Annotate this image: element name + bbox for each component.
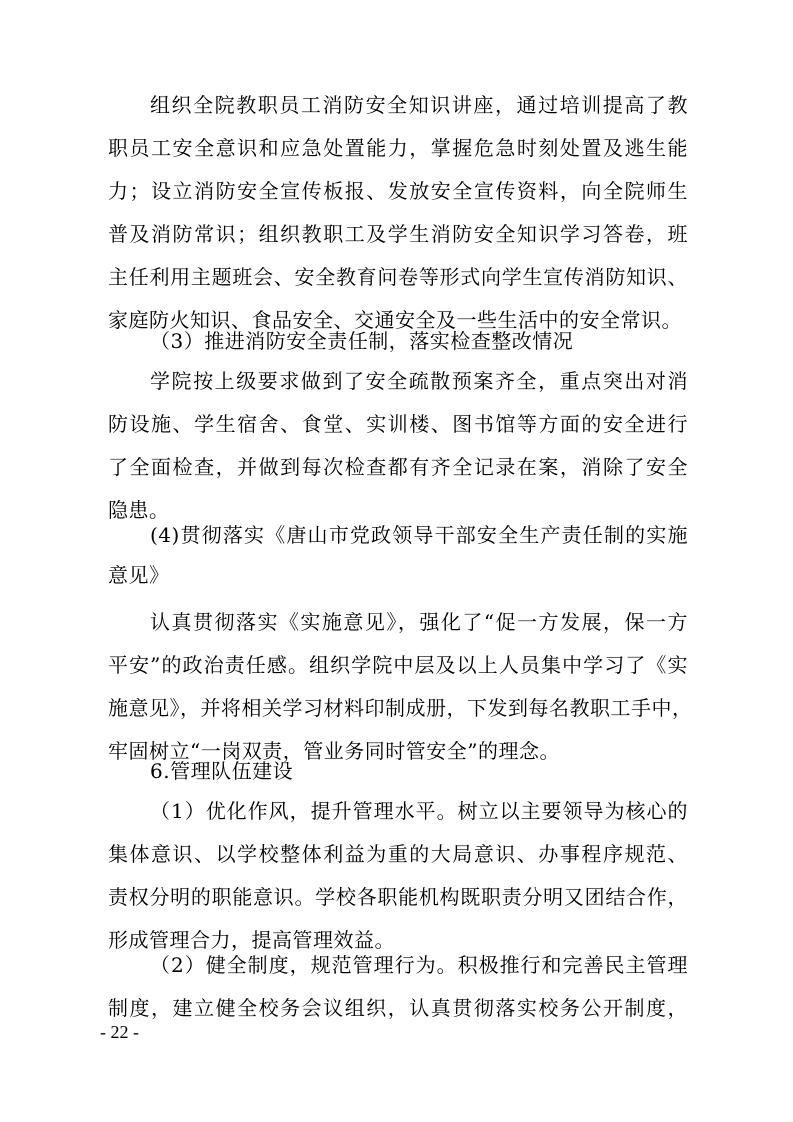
section-heading: (4)贯彻落实《唐山市党政领导干部安全生产责任制的实施: [150, 523, 688, 547]
paragraph-line: 制度，建立健全校务会议组织，认真贯彻落实校务公开制度，: [108, 996, 688, 1020]
paragraph-line: 形成管理合力，提高管理效益。: [108, 928, 395, 952]
paragraph-line: 了全面检查，并做到每次检查都有齐全记录在案，消除了安全: [108, 455, 688, 479]
paragraph-line: （2）健全制度，规范管理行为。积极推行和完善民主管理: [150, 953, 688, 977]
paragraph-line: 平安”的政治责任感。组织学院中层及以上人员集中学习了《实: [108, 653, 688, 677]
paragraph-line: 力；设立消防安全宣传板报、发放安全宣传资料，向全院师生: [108, 179, 688, 203]
paragraph-line: （1）优化作风，提升管理水平。树立以主要领导为核心的: [150, 799, 688, 823]
section-heading: （3）推进消防安全责任制，落实检查整改情况: [150, 329, 574, 353]
paragraph-line: 学院按上级要求做到了安全疏散预案齐全，重点突出对消: [150, 369, 688, 393]
paragraph-line: 职员工安全意识和应急处置能力，掌握危急时刻处置及逃生能: [108, 136, 688, 160]
paragraph-line: 集体意识、以学校整体利益为重的大局意识、办事程序规范、: [108, 842, 688, 866]
section-heading: 意见》: [108, 563, 170, 587]
paragraph-line: 家庭防火知识、食品安全、交通安全及一些生活中的安全常识。: [108, 308, 682, 332]
paragraph-line: 责权分明的职能意识。学校各职能机构既职责分明又团结合作，: [108, 885, 688, 909]
paragraph-line: 主任利用主题班会、安全教育问卷等形式向学生宣传消防知识、: [108, 265, 688, 289]
paragraph-line: 牢固树立“一岗双责，管业务同时管安全”的理念。: [108, 739, 560, 763]
paragraph-line: 防设施、学生宿舍、食堂、实训楼、图书馆等方面的安全进行: [108, 412, 688, 436]
paragraph-line: 认真贯彻落实《实施意见》，强化了“促一方发展，保一方: [150, 610, 688, 634]
section-heading: 6.管理队伍建设: [150, 759, 294, 783]
paragraph-line: 组织全院教职员工消防安全知识讲座，通过培训提高了教: [150, 93, 688, 117]
paragraph-line: 普及消防常识；组织教职工及学生消防安全知识学习答卷，班: [108, 222, 688, 246]
page-number: - 22 -: [100, 1022, 139, 1042]
paragraph-line: 隐患。: [108, 498, 170, 522]
paragraph-line: 施意见》，并将相关学习材料印制成册，下发到每名教职工手中，: [108, 696, 693, 720]
